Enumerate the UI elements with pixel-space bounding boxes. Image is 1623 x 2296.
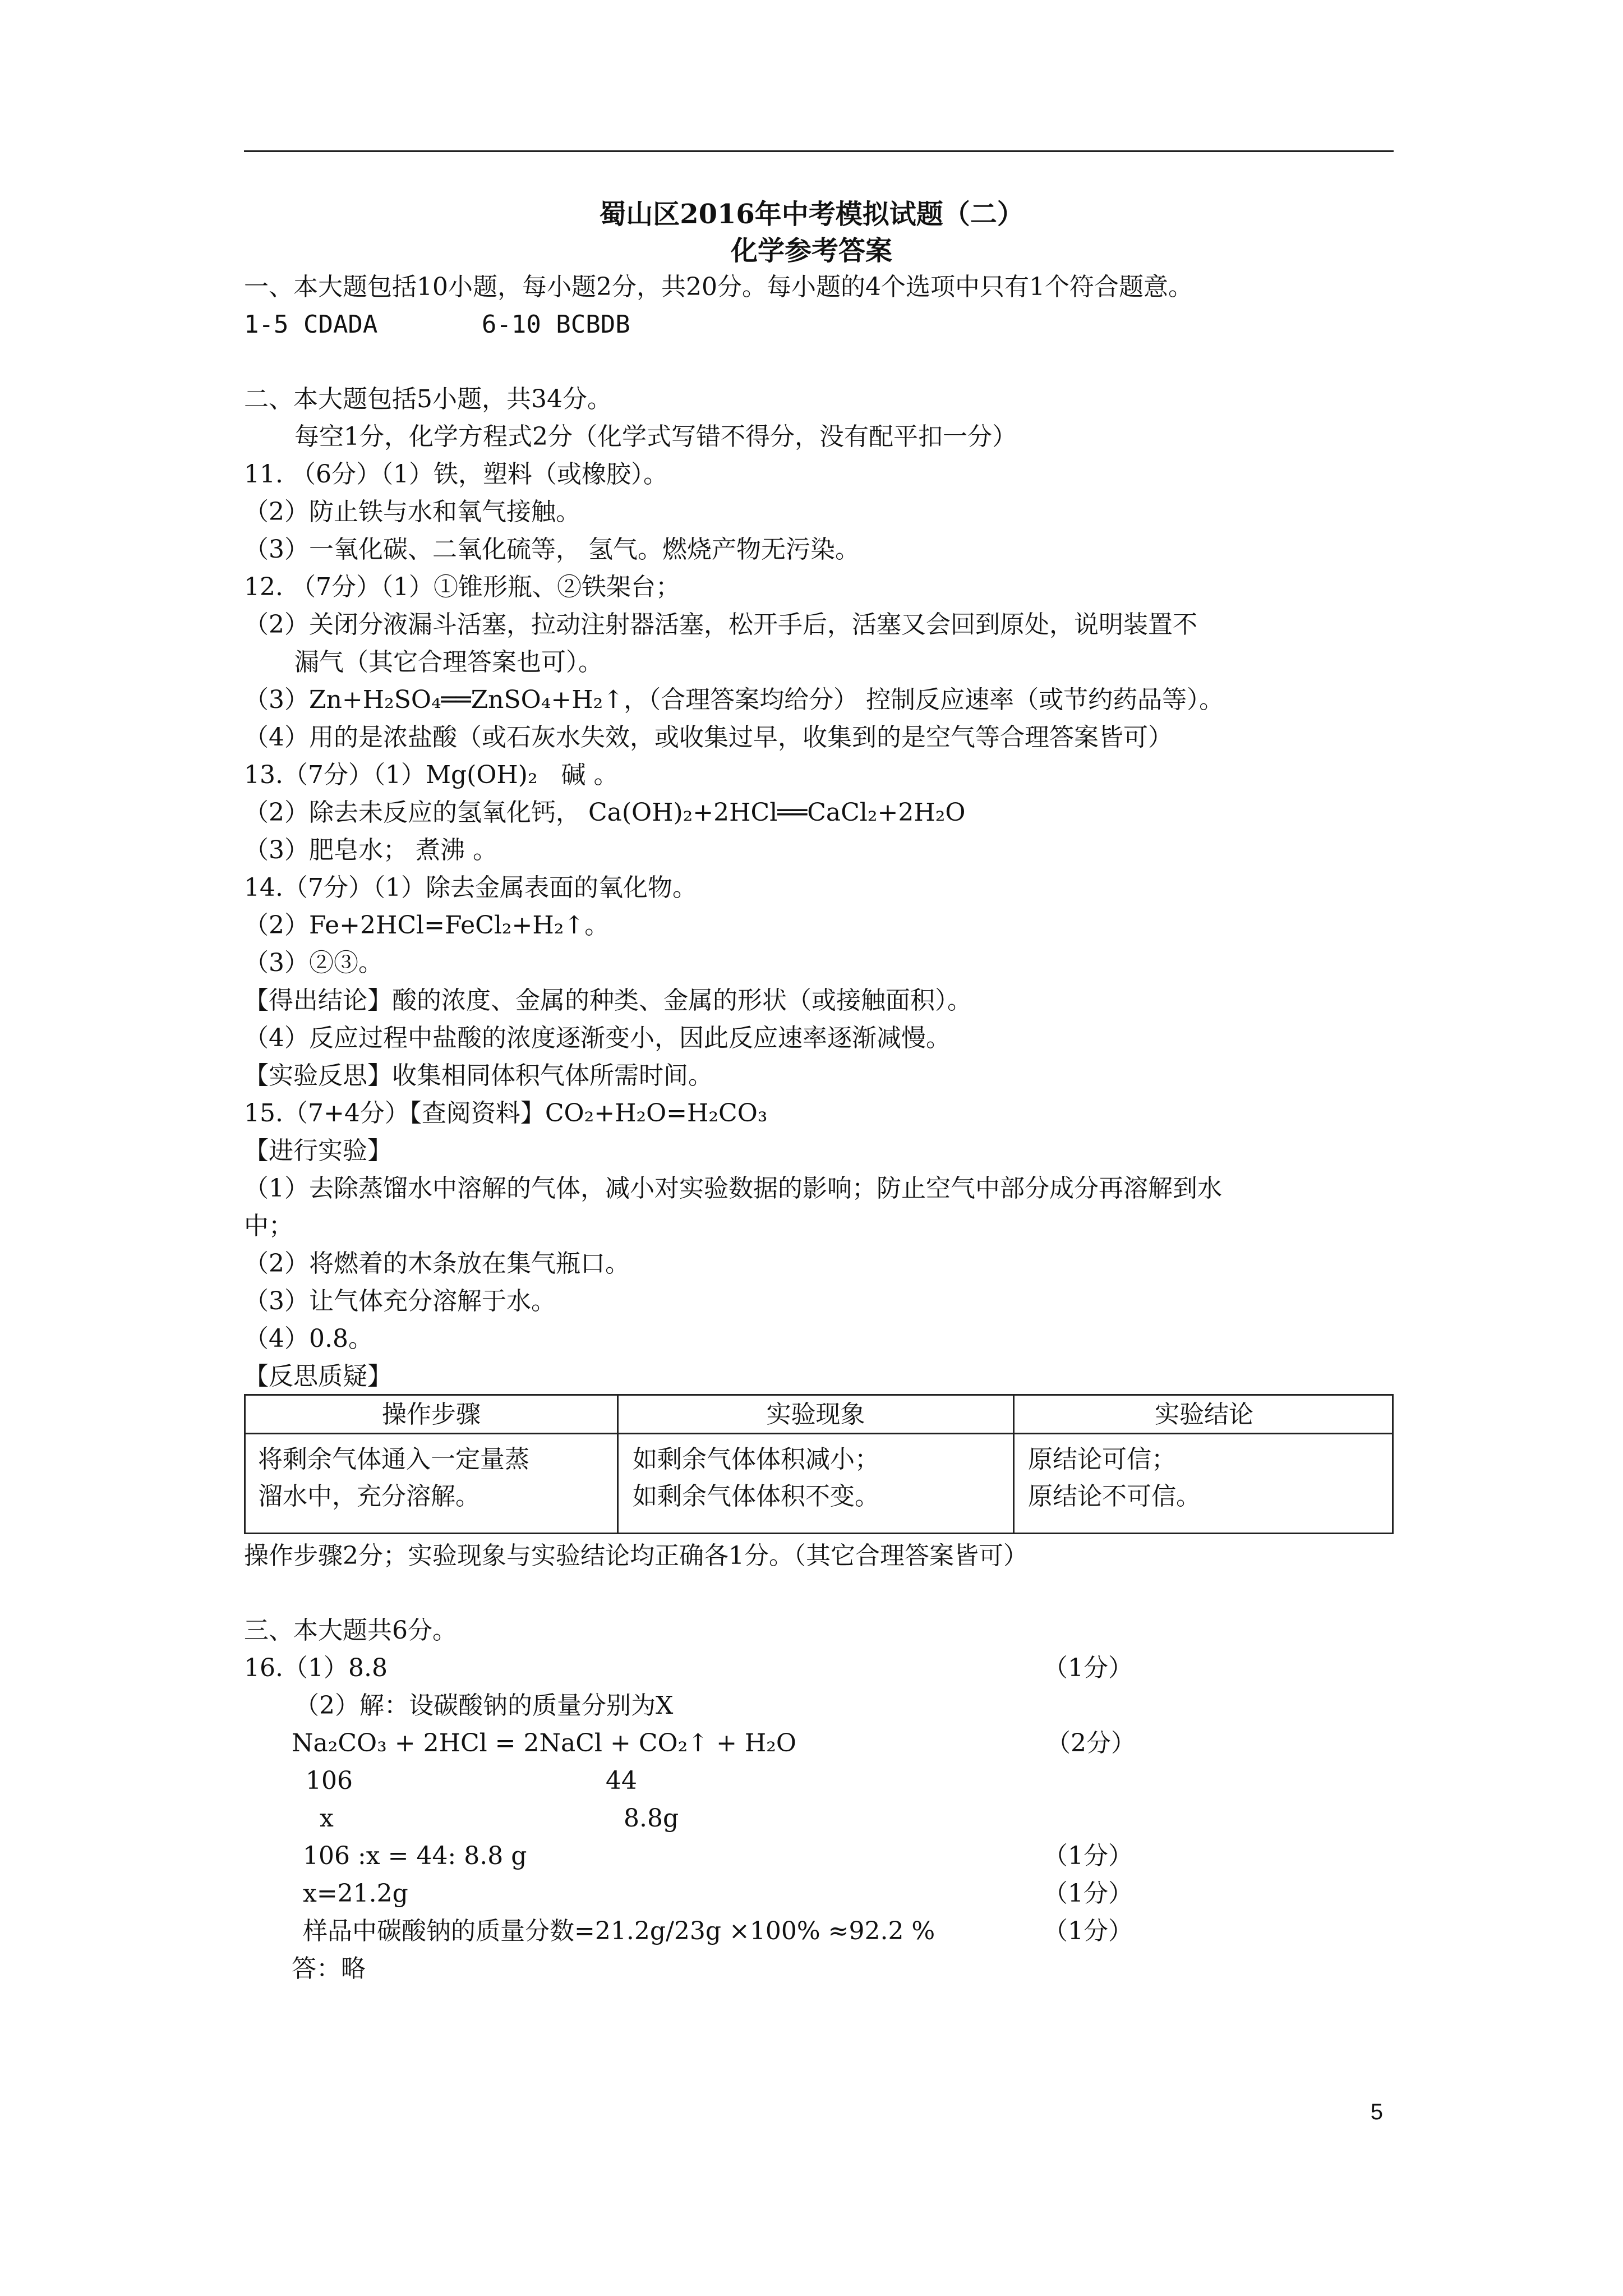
q11-2: （2）防止铁与水和氧气接触。 <box>244 498 580 526</box>
table-cell: 如剩余气体体积不变。 <box>633 1482 879 1511</box>
q15-1: （1）去除蒸馏水中溶解的气体，减小对实验数据的影响；防止空气中部分成分再溶解到水 <box>244 1174 1222 1203</box>
q16-equation: Na₂CO₃ + 2HCl = 2NaCl + CO₂↑ + H₂O <box>292 1729 797 1757</box>
q16-known: 8.8g <box>624 1804 679 1833</box>
document-title: 蜀山区2016年中考模拟试题（二） <box>599 199 1024 230</box>
section-2-rule: 每空1分，化学方程式2分（化学式写错不得分，没有配平扣一分） <box>294 422 1017 451</box>
table-cell: 如剩余气体体积减小； <box>633 1445 879 1474</box>
q14-conclusion: 【得出结论】酸的浓度、金属的种类、金属的形状（或接触面积）。 <box>244 986 972 1015</box>
table-cell: 将剩余气体通入一定量蒸 <box>258 1445 529 1474</box>
q16-fraction: 样品中碳酸钠的质量分数=21.2g/23g ×100% ≈92.2 % <box>303 1917 935 1945</box>
section-2-heading: 二、本大题包括5小题，共34分。 <box>244 385 612 413</box>
document-subtitle: 化学参考答案 <box>730 235 892 266</box>
score: （1分） <box>1043 1879 1133 1908</box>
q15-2: （2）将燃着的木条放在集气瓶口。 <box>244 1249 630 1278</box>
q16-molar-mass: 106 <box>306 1766 353 1795</box>
q15-4: （4）0.8。 <box>244 1324 373 1353</box>
q12-2: （2）关闭分液漏斗活塞，拉动注射器活塞，松开手后，活塞又会回到原处，说明装置不 <box>244 610 1197 639</box>
q14-line: 14.（7分）（1）除去金属表面的氧化物。 <box>244 873 697 902</box>
q16-variable: x <box>320 1804 334 1833</box>
section-1-answers: 1-5 CDADA 6-10 BCBDB <box>244 310 630 339</box>
q16-2: （2）解：设碳酸钠的质量分别为X <box>294 1691 674 1720</box>
q16-1: 16.（1）8.8 <box>244 1654 388 1682</box>
table-header-conclusion: 实验结论 <box>1155 1400 1253 1429</box>
answer-table <box>244 1394 1394 1534</box>
top-rule <box>244 150 1394 152</box>
q16-molar-mass: 44 <box>606 1766 637 1795</box>
q15-3: （3）让气体充分溶解于水。 <box>244 1287 556 1315</box>
table-header-step: 操作步骤 <box>382 1400 481 1429</box>
page-number: 5 <box>1370 2100 1383 2124</box>
score: （1分） <box>1043 1917 1133 1945</box>
q13-2: （2）除去未反应的氢氧化钙， Ca(OH)₂+2HCl══CaCl₂+2H₂O <box>244 798 966 827</box>
q14-4: （4）反应过程中盐酸的浓度逐渐变小，因此反应速率逐渐减慢。 <box>244 1024 951 1052</box>
q12-2-cont: 漏气（其它合理答案也可）。 <box>294 648 603 677</box>
q12-line: 12. （7分）（1）①锥形瓶、②铁架台； <box>244 573 680 601</box>
q15-experiment-heading: 【进行实验】 <box>244 1137 392 1165</box>
table-header-phenomenon: 实验现象 <box>766 1400 865 1429</box>
q15-reflection-heading: 【反思质疑】 <box>244 1362 392 1391</box>
q15-1-cont: 中； <box>244 1212 293 1240</box>
score: （2分） <box>1046 1729 1136 1757</box>
q16-answer: 答：略 <box>292 1954 366 1983</box>
q12-3: （3）Zn+H₂SO₄══ZnSO₄+H₂↑，（合理答案均给分） 控制反应速率（或节约药品等）。 <box>244 685 1224 714</box>
q14-reflection: 【实验反思】收集相同体积气体所需时间。 <box>244 1061 713 1090</box>
score: （1分） <box>1043 1842 1133 1870</box>
q11-3: （3）一氧化碳、二氧化硫等， 氢气。燃烧产物无污染。 <box>244 535 860 564</box>
table-cell: 原结论可信； <box>1028 1445 1176 1474</box>
table-cell: 溜水中，充分溶解。 <box>258 1482 480 1511</box>
q14-3: （3）②③。 <box>244 949 383 977</box>
q11-line: 11. （6分）（1）铁，塑料（或橡胶）。 <box>244 460 668 489</box>
q16-ratio: 106 :x = 44: 8.8 g <box>303 1842 527 1870</box>
score: （1分） <box>1043 1654 1133 1682</box>
q12-4: （4）用的是浓盐酸（或石灰水失效，或收集过早，收集到的是空气等合理答案皆可） <box>244 723 1173 752</box>
q14-2: （2）Fe+2HCl=FeCl₂+H₂↑。 <box>244 911 610 940</box>
q16-result: x=21.2g <box>303 1879 408 1908</box>
table-cell: 原结论不可信。 <box>1028 1482 1201 1511</box>
q13-line: 13.（7分）（1）Mg(OH)₂ 碱 。 <box>244 761 619 789</box>
q15-line: 15.（7+4分）【查阅资料】CO₂+H₂O=H₂CO₃ <box>244 1099 768 1128</box>
table-header-rule <box>246 1433 1392 1434</box>
q13-3: （3）肥皂水； 煮沸 。 <box>244 836 497 864</box>
table-footnote: 操作步骤2分；实验现象与实验结论均正确各1分。（其它合理答案皆可） <box>244 1542 1028 1570</box>
section-3-heading: 三、本大题共6分。 <box>244 1616 457 1645</box>
section-1-heading: 一、本大题包括10小题，每小题2分，共20分。每小题的4个选项中只有1个符合题意。 <box>244 273 1193 301</box>
